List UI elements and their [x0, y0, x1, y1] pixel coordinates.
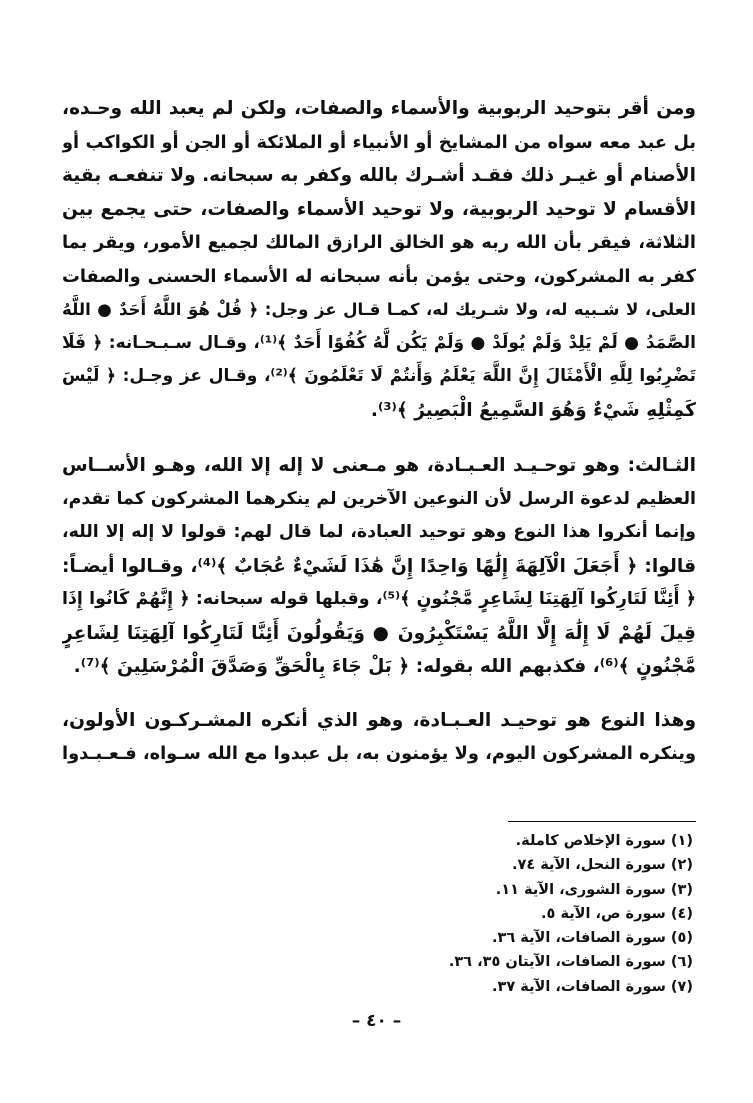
text-line: الثلاثة، فيقر بأن الله ربه هو الخالق الرازق المالك لجميع الأمور، ويقر بما: [62, 232, 696, 253]
text-line: قالوا: ﴿ أَجَعَلَ الْآلِهَةَ إِلَٰهًا وَاحِدًا إِنَّ هَٰذَا لَشَيْءٌ عُجَابٌ ﴾⁽⁴⁾، وقـالوا أيضـاً:: [62, 555, 696, 577]
footnote: (٤) سورة ص، الآية ٥.: [541, 905, 693, 922]
footnote-separator: [508, 821, 696, 822]
paragraph-3: [62, 704, 696, 771]
footnote: (١) سورة الإخلاص كاملة.: [515, 833, 693, 849]
text-line: الثـالث: وهو توحـيـد العـبـادة، هو مـعنى لا إله إلا الله، وهـو الأسـ‍ـاس: [62, 455, 696, 476]
text-line: تَضْرِبُوا لِلَّهِ الْأَمْثَالَ إِنَّ اللَّهَ يَعْلَمُ وَأَنتُمْ لَا تَعْلَمُونَ ﴾⁽²⁾، وقـال عز وجـل: ﴿ لَيْسَ: [62, 366, 696, 386]
footnote: (٣) سورة الشورى، الآية ١١.: [495, 881, 693, 898]
footnote: (٥) سورة الصافات، الآية ٣٦.: [492, 930, 693, 947]
footnote: (٦) سورة الصافات، الآيتان ٣٥، ٣٦.: [448, 954, 693, 971]
text-line: بل عبد معه سواه من المشايخ أو الأنبياء أو الملائكة أو الجن أو الكواكب أو: [62, 131, 696, 153]
text-line: وينكره المشركون اليوم، ولا يؤمنون به، بل عبدوا مع الله سـواه، فـعـبـدوا: [62, 743, 696, 764]
text-line: العلى، لا شـبيه له، ولا شـريك له، كمـا قـال عز وجل: ﴿ قُلْ هُوَ اللَّهُ أَحَدٌ ● اللَّهُ: [62, 300, 696, 319]
page-body: [62, 92, 696, 771]
text-line: الأصنام أو غيـر ذلك فقـد أشـرك بالله وكفر به سبحانه. ولا تنفعـه بقية: [62, 165, 696, 186]
text-line: وهذا النوع هو توحيـد العـبـادة، وهو الذي أنكره المشـركـون الأولون،: [62, 709, 696, 731]
text-line: الأقسام لا توحيد الربوبية، ولا توحيد الأسماء والصفات، حتى يجمع بين: [62, 198, 696, 220]
text-line: مَّجْنُونٍ ﴾⁽⁶⁾، فكذبهم الله بقوله: ﴿ بَلْ جَاءَ بِالْحَقِّ وَصَدَّقَ الْمُرْسَلِينَ ﴾⁽⁷⁾.: [73, 656, 696, 677]
page-number: – ٤٠ –: [351, 1011, 402, 1031]
text-line: وإنما أنكروا هذا النوع وهو توحيد العبادة، لما قال لهم: قولوا لا إله إلا الله،: [62, 522, 696, 542]
text-line: كَمِثْلِهِ شَيْءٌ وَهُوَ السَّمِيعُ الْبَصِيرُ ﴾⁽³⁾.: [370, 399, 696, 421]
footnotes: [393, 829, 693, 999]
paragraph-1: [62, 92, 696, 427]
text-line: الصَّمَدُ ● لَمْ يَلِدْ وَلَمْ يُولَدْ ● وَلَمْ يَكُن لَّهُ كُفُوًا أَحَدٌ ﴾⁽¹⁾، وقـال سـبـحـانه: ﴿ فَلَا: [62, 332, 696, 353]
text-line: قِيلَ لَهُمْ لَا إِلَٰهَ إِلَّا اللَّهُ يَسْتَكْبِرُونَ ● وَيَقُولُونَ أَئِنَّا لَتَارِكُوا آلِهَتِنَا لِشَاعِرٍ: [62, 622, 696, 644]
text-line: العظيم لدعوة الرسل لأن النوعين الآخرين لم ينكرهما المشركون كما تقدم،: [62, 488, 696, 509]
paragraph-2: [62, 449, 696, 684]
footnote: (٧) سورة الصافات، الآية ٣٧.: [492, 978, 693, 995]
footnote: (٢) سورة النحل، الآية ٧٤.: [511, 857, 693, 874]
text-line: ومن أقر بتوحيد الربوبية والأسماء والصفات، ولكن لم يعبد الله وحـده،: [62, 98, 696, 119]
text-line: كفر به المشركون، وحتى يؤمن بأنه سبحانه له الأسماء الحسنى والصفات: [62, 265, 696, 287]
text-line: ﴿ أَئِنَّا لَتَارِكُوا آلِهَتِنَا لِشَاعِرٍ مَّجْنُونٍ ﴾⁽⁵⁾، وقبلها قوله سبحانه: ﴿ إِنَّهُمْ كَانُوا إِذَا: [62, 589, 696, 609]
